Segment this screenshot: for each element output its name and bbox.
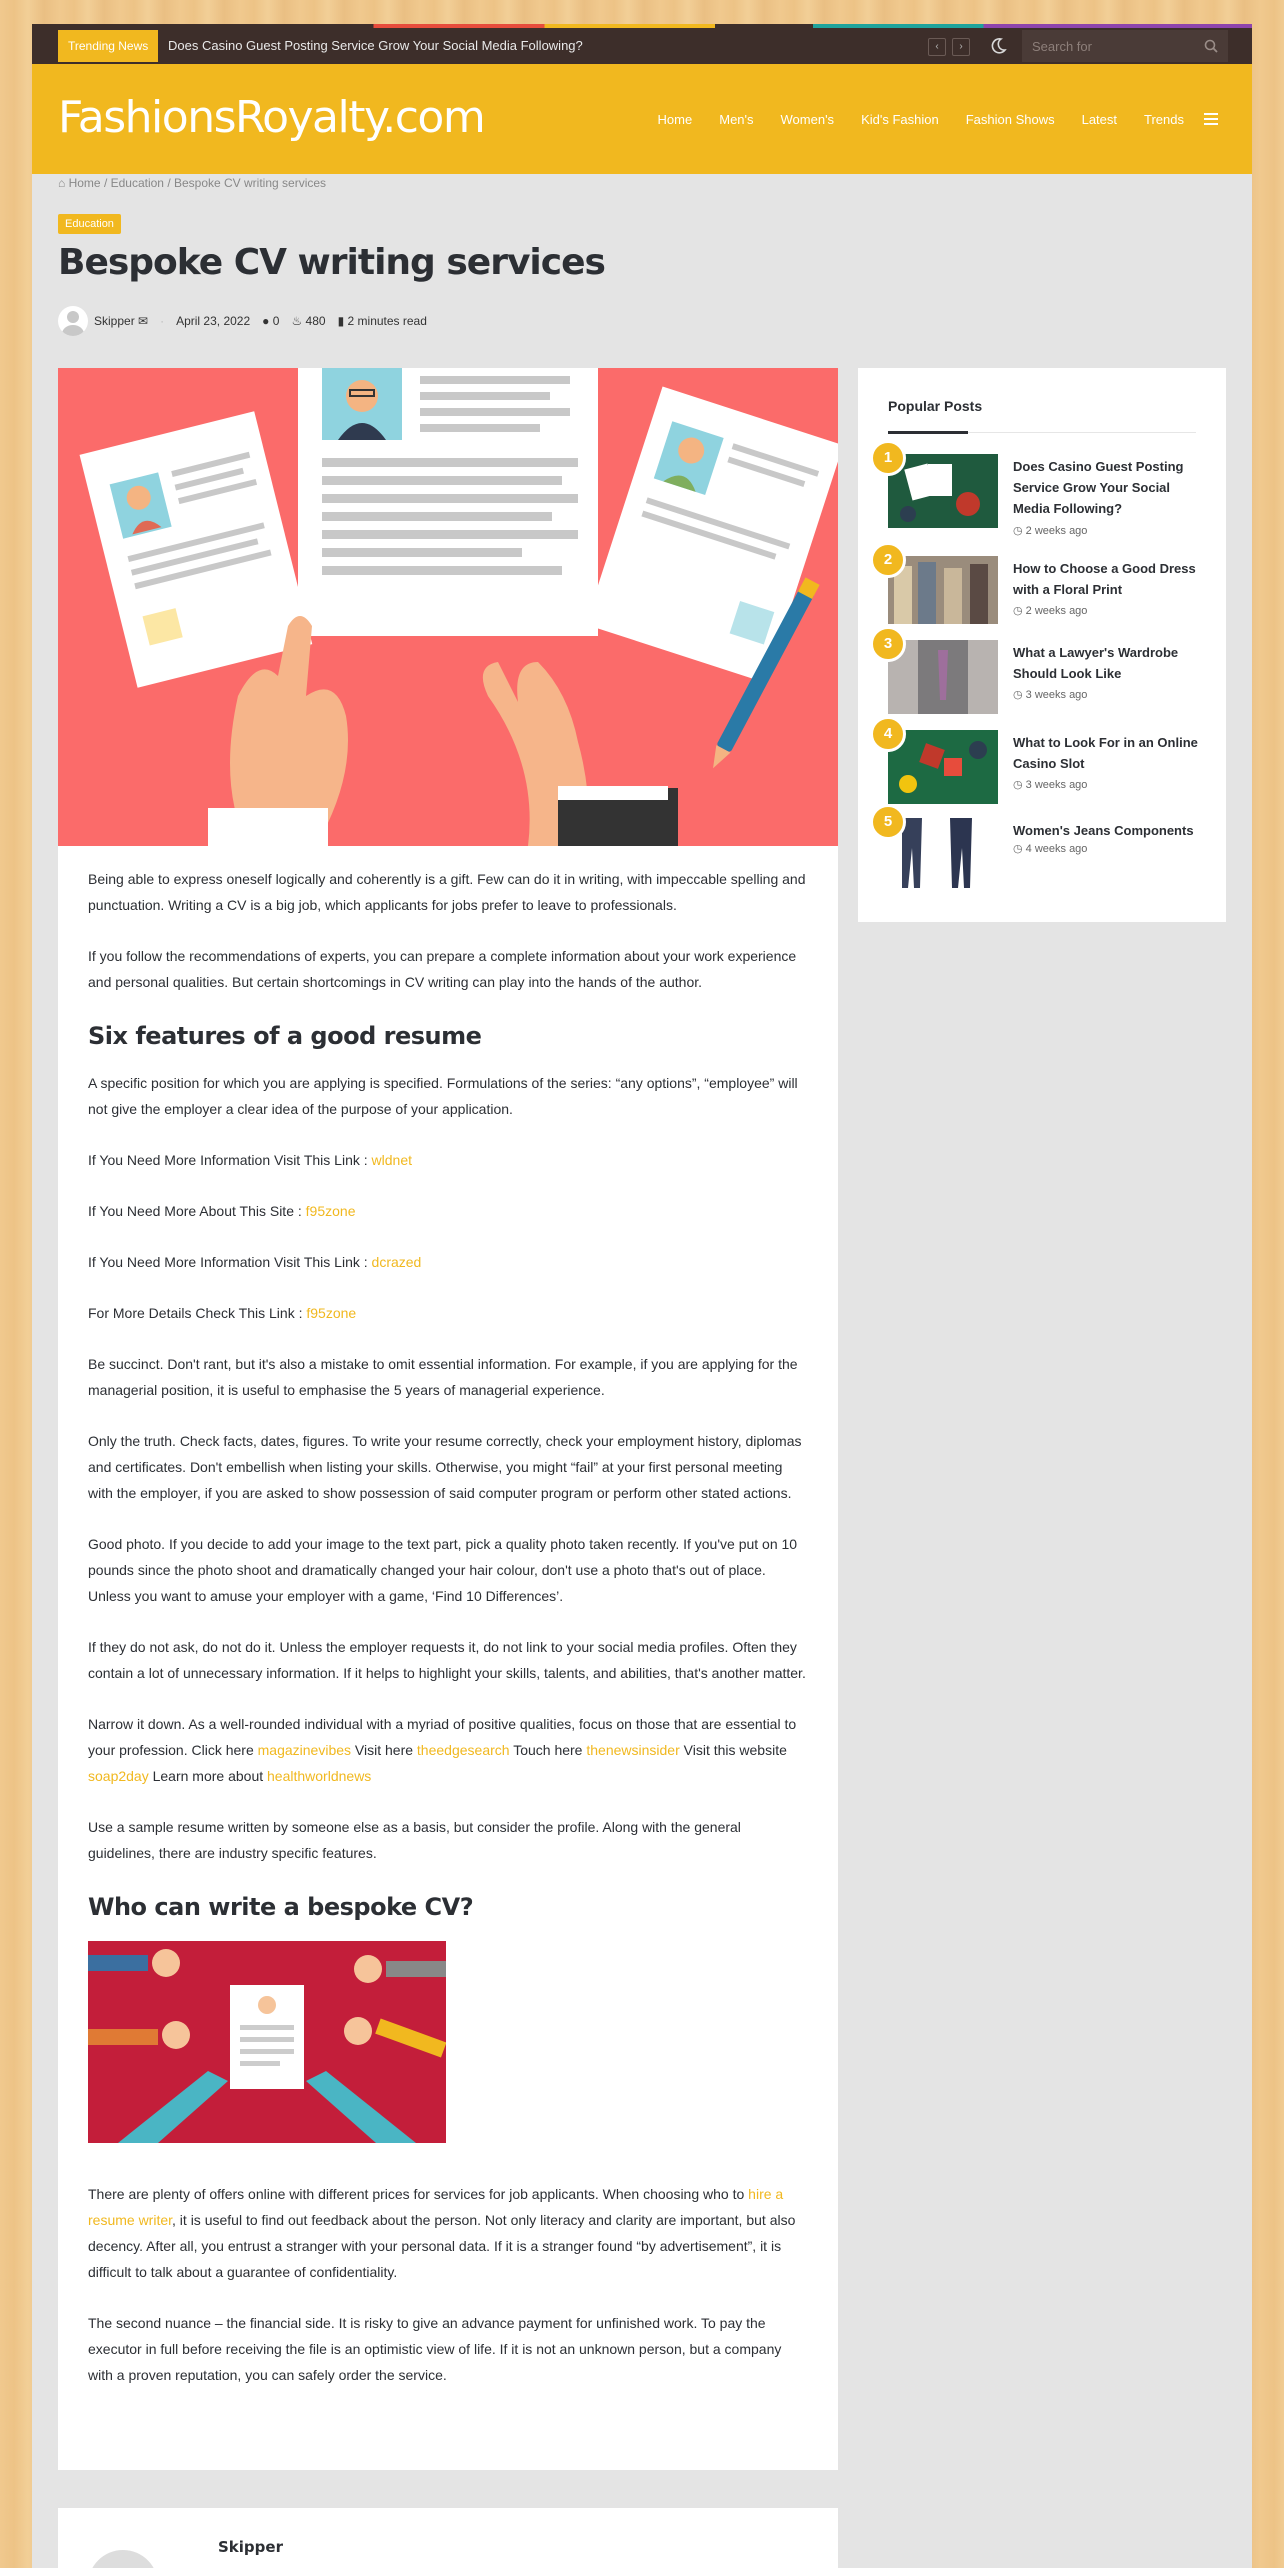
paragraph: Only the truth. Check facts, dates, figures. To write your resume correctly, check your employment history, diplomas and certificates. Don't embellish when listing your skills. Otherwise, you might “fail” at your first personal meeting with the employer, if you are asked to show possession of said computer program or perform other stated actions. [88, 1433, 802, 1501]
top-bar [32, 28, 1252, 64]
author-link[interactable]: Skipper ✉ [94, 314, 149, 328]
paragraph: If you follow the recommendations of experts, you can prepare a complete information about your work experience and personal qualities. But certain shortcomings in CV writing can play into the hands of the author. [88, 948, 797, 990]
nav-kids-fashion[interactable]: Kid's Fashion [861, 111, 939, 127]
link-wldnet[interactable]: wldnet [371, 1152, 412, 1168]
post-date: ◷ 2 weeks ago [1013, 605, 1088, 617]
link-paragraph: For More Details Check This Link : f95zone [88, 1305, 357, 1321]
author-box-name[interactable]: Skipper [218, 2538, 283, 2556]
post-rank-badge: 5 [870, 804, 906, 840]
paragraph-with-link: There are plenty of offers online with different prices for services for job applicants. When choosing who to hire a resume writer, it is useful to find out feedback about the person. Not only literacy and clarity are important, but also decency. After all, you entrust a stranger with your personal data. If it is a stranger found “by advertisement”, it is difficult to talk about a guarantee of confidentiality. [88, 2186, 796, 2280]
nav-latest[interactable]: Latest [1081, 111, 1118, 127]
clock-icon: ◷ [1013, 605, 1026, 617]
clock-icon: ◷ [1013, 843, 1026, 855]
article-content [88, 866, 808, 2413]
paragraph: Good photo. If you decide to add your image to the text part, pick a quality photo taken recently. If you've put on 10 pounds since the photo shoot and dramatically changed your hair colour, don't use a photo that's out of place. Unless you want to amuse your employer with a game, ‘Find 10 Differences’. [88, 1536, 798, 1604]
trending-prev-button[interactable]: ‹ [928, 38, 946, 56]
read-time: ▮ 2 minutes read [337, 314, 427, 328]
link-f95zone[interactable]: f95zone [305, 1203, 356, 1219]
link-paragraph: If You Need More About This Site : f95zone [88, 1203, 356, 1219]
nav-mens[interactable]: Men's [719, 111, 754, 127]
post-date: ◷ 3 weeks ago [1013, 689, 1088, 701]
category-badge[interactable]: Education [58, 214, 121, 234]
post-title-link[interactable]: What to Look For in an Online Casino Slot [1013, 735, 1198, 771]
link-theedgesearch[interactable]: theedgesearch [416, 1742, 510, 1758]
envelope-icon[interactable]: ✉ [138, 314, 149, 328]
post-title-link[interactable]: Women's Jeans Components [1013, 823, 1194, 838]
post-rank-badge: 3 [870, 626, 906, 662]
section-heading: Who can write a bespoke CV? [88, 1893, 474, 1921]
comment-icon: ● [262, 314, 270, 328]
site-logo[interactable]: FashionsRoyalty.com [58, 92, 485, 143]
main-nav [631, 64, 1218, 174]
breadcrumb-text[interactable]: Home / Education / Bespoke CV writing services [68, 176, 327, 190]
paragraph: Being able to express oneself logically and coherently is a gift. Few can do it in writing, with impeccable spelling and punctuation. Writing a CV is a big job, which applicants for jobs prefer to leave to professionals. [88, 871, 806, 913]
clock-icon: ◷ [1013, 779, 1026, 791]
link-paragraph: If You Need More Information Visit This Link : dcrazed [88, 1254, 422, 1270]
trending-next-button[interactable]: › [952, 38, 970, 56]
search-box [1022, 30, 1228, 62]
nav-home[interactable]: Home [657, 111, 693, 127]
nav-trends[interactable]: Trends [1144, 111, 1184, 127]
paragraph: Be succinct. Don't rant, but it's also a mistake to omit essential information. For example, if you are applying for the managerial position, it is useful to emphasise the 5 years of managerial experience. [88, 1356, 798, 1398]
article-meta [58, 306, 439, 336]
nav-fashion-shows[interactable]: Fashion Shows [965, 111, 1055, 127]
link-dcrazed[interactable]: dcrazed [371, 1254, 422, 1270]
thumbs-up-resume-image [88, 1941, 446, 2143]
widget-title-divider [888, 432, 1196, 433]
page-wrapper [32, 24, 1252, 2568]
paragraph: If they do not ask, do not do it. Unless the employer requests it, do not link to your social media profiles. Often they contain a lot of unnecessary information. If it helps to highlight your skills, talents, and abilities, that's another matter. [88, 1639, 806, 1681]
author-avatar[interactable] [58, 306, 88, 336]
paragraph: Use a sample resume written by someone else as a basis, but consider the profile. Along with the general guidelines, there are industry specific features. [88, 1819, 741, 1861]
post-date: April 23, 2022 [176, 314, 251, 328]
link-hire-resume-writer[interactable]: hire a resume writer [88, 2186, 784, 2228]
meta-dot: · [160, 314, 165, 328]
site-header [32, 64, 1252, 174]
search-icon[interactable] [1204, 39, 1218, 53]
link-f95zone-2[interactable]: f95zone [306, 1305, 357, 1321]
author-box-avatar[interactable] [88, 2550, 158, 2568]
post-rank-badge: 4 [870, 716, 906, 752]
post-rank-badge: 2 [870, 542, 906, 578]
post-title-link[interactable]: Does Casino Guest Posting Service Grow Your Social Media Following? [1013, 459, 1184, 516]
trending-badge: Trending News [58, 30, 158, 62]
clock-icon: ◷ [1013, 689, 1026, 701]
views-count: ♨ 480 [291, 314, 326, 328]
article-card [58, 368, 838, 2470]
bookmark-icon: ▮ [337, 314, 345, 328]
clock-icon: ◷ [1013, 525, 1026, 537]
link-magazinevibes[interactable]: magazinevibes [257, 1742, 352, 1758]
author-box [58, 2508, 838, 2568]
link-healthworldnews[interactable]: healthworldnews [267, 1768, 372, 1784]
menu-hamburger-icon[interactable] [1204, 113, 1218, 125]
nav-womens[interactable]: Women's [780, 111, 835, 127]
paragraph-with-links: Narrow it down. As a well-rounded individual with a myriad of positive qualities, focus on those that are essential to your profession. Click here magazinevibes Visit here theedgesearch Touch here thenewsinsider Visit this website soap2day Learn more about healthworldnews [88, 1716, 797, 1784]
breadcrumb [58, 176, 326, 190]
featured-image [58, 368, 838, 846]
link-soap2day[interactable]: soap2day [88, 1768, 149, 1784]
article-title: Bespoke CV writing services [58, 242, 605, 283]
sidebar-popular-posts [858, 368, 1226, 922]
post-rank-badge: 1 [870, 440, 906, 476]
section-heading: Six features of a good resume [88, 1022, 482, 1050]
resume-illustration [58, 368, 838, 846]
home-icon: ⌂ [58, 176, 69, 190]
widget-title: Popular Posts [888, 398, 983, 414]
post-title-link[interactable]: How to Choose a Good Dress with a Floral Print [1013, 561, 1196, 597]
trending-headline-link[interactable]: Does Casino Guest Posting Service Grow Your Social Media Following? [168, 38, 583, 53]
link-paragraph: If You Need More Information Visit This Link : wldnet [88, 1152, 412, 1168]
search-input[interactable] [1032, 30, 1192, 62]
dark-mode-moon-icon[interactable] [988, 36, 1008, 56]
post-date: ◷ 4 weeks ago [1013, 843, 1088, 855]
link-thenewsinsider[interactable]: thenewsinsider [586, 1742, 680, 1758]
post-title-link[interactable]: What a Lawyer's Wardrobe Should Look Like [1013, 645, 1179, 681]
post-date: ◷ 3 weeks ago [1013, 779, 1088, 791]
paragraph: A specific position for which you are applying is specified. Formulations of the series: “any options”, “employee” will not give the employer a clear idea of the purpose of your application. [88, 1075, 798, 1117]
fire-icon: ♨ [291, 314, 303, 328]
post-date: ◷ 2 weeks ago [1013, 525, 1088, 537]
comments-count[interactable]: ● 0 [262, 314, 280, 328]
paragraph: The second nuance – the financial side. It is risky to give an advance payment for unfinished work. To pay the executor in full before receiving the file is an optimistic view of life. If it is not an unknown person, but a company with a proven reputation, you can safely order the service. [88, 2315, 782, 2383]
